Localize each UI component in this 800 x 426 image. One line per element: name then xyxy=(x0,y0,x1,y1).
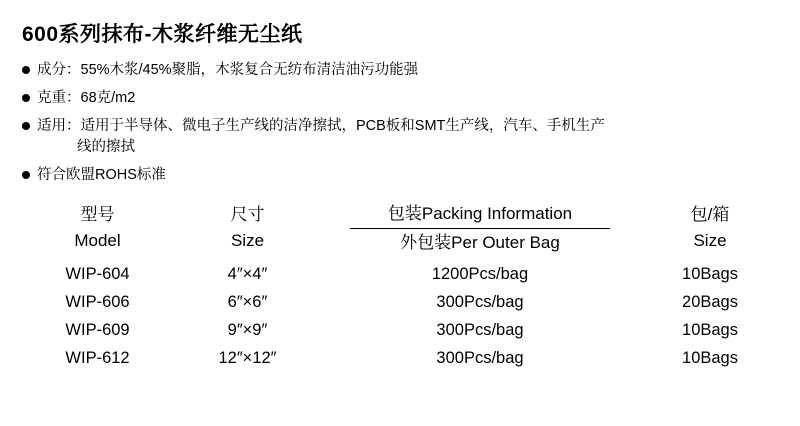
list-item xyxy=(22,60,780,81)
cell-box: 10Bags xyxy=(682,264,738,283)
column-header-box-cn: 包/箱 xyxy=(690,205,730,224)
column-header-size xyxy=(175,196,320,260)
column-header-size-en: Size xyxy=(230,231,265,250)
bullet-dot-icon xyxy=(22,171,30,179)
column-header-model xyxy=(20,196,175,260)
table-header-row xyxy=(20,196,780,260)
list-item xyxy=(22,116,780,158)
column-header-packing-title: 包装Packing Information xyxy=(350,196,610,229)
cell-box: 20Bags xyxy=(682,292,738,311)
cell-packing: 300Pcs/bag xyxy=(436,348,524,367)
table-row xyxy=(20,344,780,372)
table-row xyxy=(20,316,780,344)
list-item-text-block xyxy=(37,116,780,158)
cell-size: 9″×9″ xyxy=(227,320,268,339)
column-header-size-cn: 尺寸 xyxy=(230,205,265,224)
list-item xyxy=(22,165,780,186)
cell-packing: 300Pcs/bag xyxy=(436,320,524,339)
list-item-text: 符合欧盟ROHS标准 xyxy=(37,167,166,183)
feature-list xyxy=(22,60,780,186)
cell-size: 12″×12″ xyxy=(218,348,277,367)
list-item-text: 适用：适用于半导体、微电子生产线的洁净擦拭，PCB板和SMT生产线，汽车、手机生产 xyxy=(37,118,605,134)
table-row xyxy=(20,288,780,316)
column-header-box xyxy=(640,196,780,260)
cell-size: 6″×6″ xyxy=(227,292,268,311)
column-header-model-en: Model xyxy=(74,231,121,250)
bullet-dot-icon xyxy=(22,66,30,74)
column-header-model-cn: 型号 xyxy=(80,205,115,224)
list-item-text: 克重：68克/m2 xyxy=(37,90,136,106)
column-header-box-en: Size xyxy=(693,231,727,250)
cell-model: WIP-604 xyxy=(65,264,130,283)
column-header-packing xyxy=(320,196,640,260)
list-item xyxy=(22,88,780,109)
cell-packing: 1200Pcs/bag xyxy=(431,264,529,283)
cell-size: 4″×4″ xyxy=(227,264,268,283)
cell-model: WIP-606 xyxy=(65,292,130,311)
cell-box: 10Bags xyxy=(682,320,738,339)
table-row xyxy=(20,260,780,288)
list-item-text-continued: 线的擦拭 xyxy=(77,139,135,155)
bullet-dot-icon xyxy=(22,122,30,130)
column-header-packing-sub: 外包装Per Outer Bag xyxy=(400,233,560,252)
bullet-dot-icon xyxy=(22,94,30,102)
page-title: 600系列抹布-木浆纤维无尘纸 xyxy=(22,23,303,46)
cell-box: 10Bags xyxy=(682,348,738,367)
cell-packing: 300Pcs/bag xyxy=(436,292,524,311)
list-item-text: 成分：55%木浆/45%聚脂，木浆复合无纺布清洁油污功能强 xyxy=(37,62,419,78)
cell-model: WIP-612 xyxy=(65,348,130,367)
cell-model: WIP-609 xyxy=(65,320,130,339)
specification-table xyxy=(20,196,780,372)
